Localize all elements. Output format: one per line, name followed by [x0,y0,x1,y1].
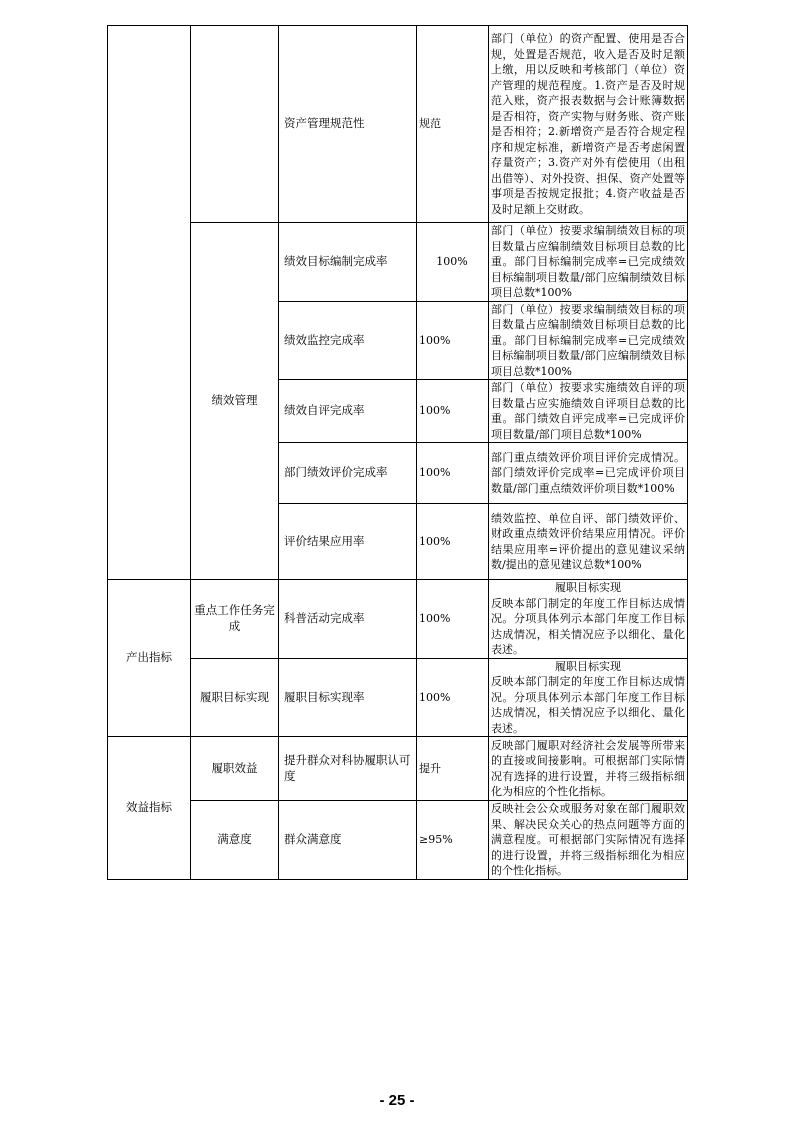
level1-cell: 效益指标 [108,737,191,880]
indicator-name: 提升群众对科协履职认可度 [279,737,417,801]
indicator-note: 部门重点绩效评价项目评价完成情况。部门绩效评价完成率=已完成评价项目数量/部门重点绩效评价项目数*100% [489,443,688,504]
level2-cell: 履职效益 [191,737,279,801]
indicator-name: 评价结果应用率 [279,504,417,580]
indicator-value: 100% [417,443,489,504]
level2-cell: 绩效管理 [191,223,279,580]
indicator-note: 反映部门履职对经济社会发展等所带来的直接或间接影响。可根据部门实际情况有选择的进行设置，并将三级指标细化为相应的个性化指标。 [489,737,688,801]
level2-cell-empty [191,26,279,223]
note-body: 反映本部门制定的年度工作目标达成情况。分项具体列示本部门年度工作目标达成情况，相关情况应予以细化、量化表述。 [491,596,685,656]
indicator-value: 100% [417,658,489,737]
indicator-name: 群众满意度 [279,801,417,880]
table-row [108,737,688,801]
indicator-value: 规范 [417,26,489,223]
table-row [108,580,688,659]
indicator-value: 100% [417,223,489,302]
indicator-value: 100% [417,504,489,580]
indicator-name: 科普活动完成率 [279,580,417,659]
page-number: - 25 - [379,1092,415,1109]
level1-cell: 产出指标 [108,580,191,737]
level2-cell: 重点工作任务完成 [191,580,279,659]
indicator-table [107,25,688,880]
indicator-note: 部门（单位）按要求编制绩效目标的项目数量占应编制绩效目标项目总数的比重。部门目标编制完成率=已完成绩效目标编制项目数量/部门应编制绩效目标项目总数*100% [489,223,688,302]
indicator-note: 部门（单位）的资产配置、使用是否合规，处置是否规范，收入是否及时足额上缴，用以反映和考核部门（单位）资产管理的规范程度。1.资产是否及时规范入账，资产报表数据与会计账簿数据是否相符，资产实物与财务账、资产账是否相符；2.新增资产是否符合规定程序和规定标准，新增资产是否考虑闲置存量资产；3.资产对外有偿使用（出租出借等）、对外投资、担保、资产处置等事项是否按规定报批；4.资产收益是否及时足额上交财政。 [489,26,688,223]
table-row [108,26,688,223]
indicator-note: 反映社会公众或服务对象在部门履职效果、解决民众关心的热点问题等方面的满意程度。可根据部门实际情况有选择的进行设置，并将三级指标细化为相应的个性化指标。 [489,801,688,880]
table-row [108,801,688,880]
indicator-note: 部门（单位）按要求编制绩效目标的项目数量占应编制绩效目标项目总数的比重。部门目标编制完成率=已完成绩效目标编制项目数量/部门应编制绩效目标项目总数*100% [489,301,688,380]
indicator-name: 绩效目标编制完成率 [279,223,417,302]
note-heading: 履职目标实现 [555,659,621,673]
indicator-note: 部门（单位）按要求实施绩效自评的项目数量占应实施绩效自评项目总数的比重。部门绩效自评完成率=已完成评价项目数量/部门项目总数*100% [489,380,688,443]
table-row [108,658,688,737]
note-heading: 履职目标实现 [555,581,621,594]
indicator-value: 100% [417,301,489,380]
indicator-name: 履职目标实现率 [279,658,417,737]
indicator-note [489,658,688,737]
indicator-name: 绩效监控完成率 [279,301,417,380]
level2-cell: 满意度 [191,801,279,880]
level2-cell: 履职目标实现 [191,658,279,737]
note-body: 反映本部门制定的年度工作目标达成情况。分项具体列示本部门年度工作目标达成情况，相关情况应予以细化、量化表述。 [491,675,685,735]
indicator-value: 100% [417,580,489,659]
table-row [108,223,688,302]
indicator-name: 绩效自评完成率 [279,380,417,443]
level1-cell-empty [108,26,191,580]
indicator-value: ≥95% [417,801,489,880]
indicator-note: 绩效监控、单位自评、部门绩效评价、财政重点绩效评价结果应用情况。评价结果应用率=评价提出的意见建议采纳数/提出的意见建议总数*100% [489,504,688,580]
indicator-value: 提升 [417,737,489,801]
indicator-value: 100% [417,380,489,443]
indicator-name: 部门绩效评价完成率 [279,443,417,504]
indicator-note [489,580,688,659]
indicator-name: 资产管理规范性 [279,26,417,223]
